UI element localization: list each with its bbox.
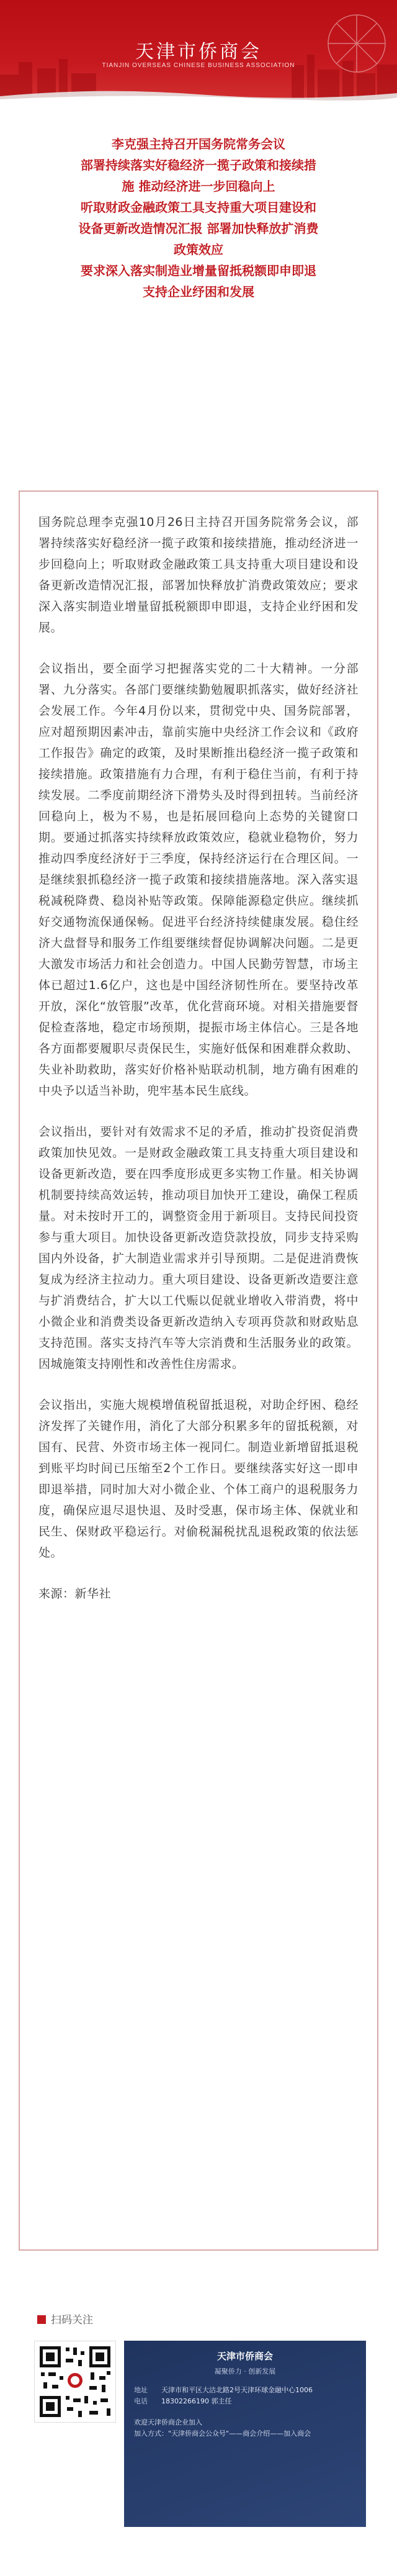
banner-subtitle: TIANJIN OVERSEAS CHINESE BUSINESS ASSOCIATION [102, 62, 295, 69]
headline-line: 设备更新改造情况汇报 部署加快释放扩消费 [78, 221, 319, 236]
article-source: 来源：新华社 [38, 1587, 112, 1601]
card-join-info [134, 2417, 356, 2439]
headline-line: 李克强主持召开国务院常务会议 [112, 137, 285, 151]
article-paragraph: 会议指出，实施大规模增值税留抵退税，对助企纾困、稳经济发挥了关键作用，消化了大部分积累多年的留抵税额，对国有、民营、外资市场主体一视同仁。制造业新增留抵退税到账平均时间已压缩至2个工作日。要继续落实好这一即申即退举措，同时加大对小微企业、个体工商户的退税服务力度，确保应退尽退快退、及时受惠，保市场主体、保就业和民生、保财政平稳运行。对偷税漏税扰乱退税政策的依法惩处。 [38, 1398, 359, 1560]
article-paragraph: 国务院总理李克强10月26日主持召开国务院常务会议，部署持续落实好稳经济一揽子政策和接续措施，推动经济进一步回稳向上；听取财政金融政策工具支持重大项目建设和设备更新改造情况汇报，部署加快释放扩消费政策效应；要求深入落实制造业增量留抵税额即申即退，支持企业纾困和发展。 [38, 515, 359, 635]
headline-line: 政策效应 [174, 242, 223, 257]
banner-title: 天津市侨商会 [135, 41, 262, 63]
card-row-key: 电话 [134, 2397, 148, 2405]
card-info-rows [134, 2385, 356, 2407]
headline-line: 支持企业纾困和发展 [143, 284, 254, 299]
headline-block [19, 133, 378, 302]
article-box [19, 490, 378, 2251]
follow-label [37, 2311, 93, 2326]
card-slogan: 凝聚侨力 · 创新发展 [214, 2367, 276, 2375]
follow-label-text: 扫码关注 [51, 2314, 93, 2326]
headline-line: 部署持续落实好稳经济一揽子政策和接续措 [81, 158, 316, 173]
qr-code-icon[interactable] [34, 2341, 116, 2423]
card-row-key: 地址 [134, 2386, 148, 2394]
article-paragraph: 会议指出，要全面学习把握落实党的二十大精神。一分部署、九分落实。各部门要继续勤勉履职抓落实，做好经济社会发展工作。今年4月份以来，贯彻党中央、国务院部署，应对超预期因素冲击，靠前实施中央经济工作会议和《政府工作报告》确定的政策，及时果断推出稳经济一揽子政策和接续措施。政策措施有力合理，有利于稳住当前，有利于持续发展。二季度前期经济下滑势头及时得到扭转。当前经济回稳向上，极为不易，也是拓展回稳向上态势的关键窗口期。要通过抓落实持续释放政策效应，稳就业稳物价，努力推动四季度经济好于三季度，保持经济运行在合理区间。一是继续狠抓稳经济一揽子政策和接续措施落地。深入落实退税减税降费、稳岗补贴等政策。保障能源稳定供应。继续抓好交通物流保通保畅。促进平台经济持续健康发展。稳住经济大盘督导和服务工作组要继续督促协调解决问题。二是更大激发市场活力和社会创造力。中国人民勤劳智慧，市场主体已超过1.6亿户，这也是中国经济韧性所在。要坚持改革开放，深化“放管服”改革，优化营商环境。对相关措施要督促检查落地，稳定市场预期，提振市场主体信心。三是各地各方面都要履职尽责保民生，实施好低保和困难群众救助、失业补助救助，落实好价格补贴联动机制，地方确有困难的中央予以适当补助，兜牢基本民生底线。 [38, 662, 359, 1098]
card-row-address [134, 2385, 356, 2396]
card-row-value: 18302266190 郭主任 [161, 2397, 232, 2405]
headline-line: 要求深入落实制造业增量留抵税额即申即退 [81, 263, 316, 278]
contact-card [124, 2341, 366, 2527]
card-row-value: 天津市和平区大沽北路2号天津环球金融中心1006 [161, 2386, 313, 2394]
card-org-name: 天津市侨商会 [216, 2351, 273, 2362]
card-join-line: 加入方式："天津侨商会公众号"——商会介绍——加入商会 [134, 2429, 311, 2438]
header-banner [0, 0, 397, 102]
label-marker-icon [37, 2315, 46, 2324]
headline-line: 施 推动经济进一步回稳向上 [122, 179, 275, 194]
card-join-line: 欢迎天津侨商企业加入 [134, 2418, 202, 2426]
article-paragraph: 会议指出，要针对有效需求不足的矛盾，推动扩投资促消费政策加快见效。一是财政金融政策工具支持重大项目建设和设备更新改造，要在四季度形成更多实物工作量。相关协调机制要持续高效运转，推动项目加快开工建设，确保工程质量。对未按时开工的，调整资金用于新项目。支持民间投资参与重大项目。加快设备更新改造贷款投放，同步支持采购国内外设备，扩大制造业需求并引导预期。二是促进消费恢复成为经济主拉动力。重大项目建设、设备更新改造要注意与扩消费结合，扩大以工代赈以促就业增收入带消费，将中小微企业和消费类设备更新改造纳入专项再贷款和财政贴息支持范围。落实支持汽车等大宗消费和生活服务业的政策。因城施策支持刚性和改善性住房需求。 [38, 1125, 359, 1371]
card-row-phone [134, 2396, 356, 2407]
headline-line: 听取财政金融政策工具支持重大项目建设和 [81, 200, 316, 215]
